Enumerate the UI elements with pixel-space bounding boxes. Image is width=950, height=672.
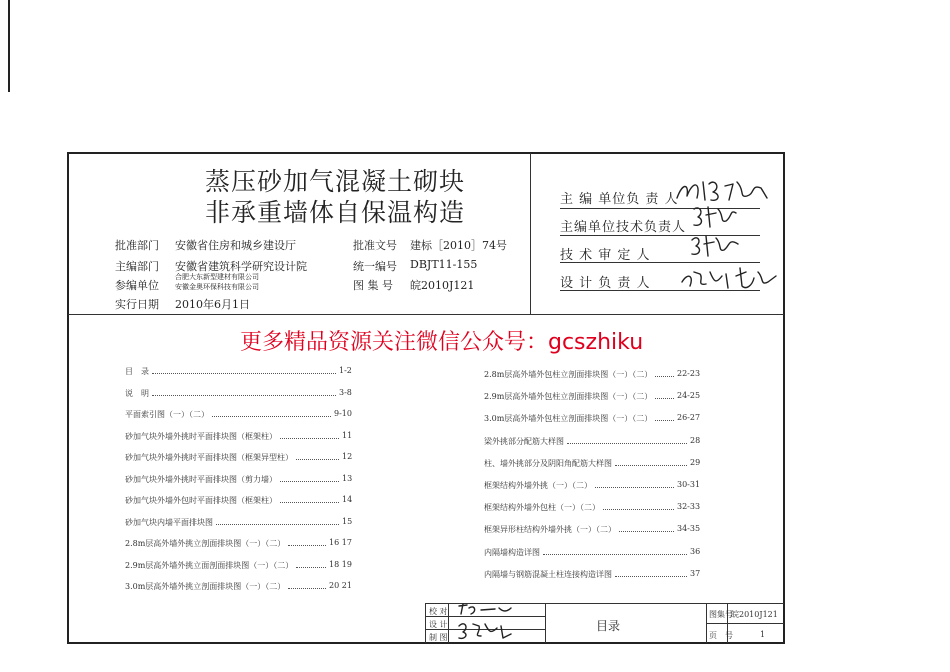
toc-leader-dots (280, 502, 339, 503)
chief-editor-unit-head: 主 编 单位负 责 人 (560, 192, 679, 207)
drawing-title: 目录 (596, 619, 621, 633)
toc-leader-dots (288, 588, 326, 589)
toc-entry-pages: 12 (342, 452, 353, 461)
page-label: 页 号 (709, 631, 733, 640)
design-head: 设 计 负 责 人 (560, 276, 651, 291)
toc-entry-pages: 20 21 (329, 581, 352, 590)
toc-entry-pages: 13 (342, 473, 353, 483)
toc-entry-pages: 28 (690, 435, 701, 445)
chief-tech-head: 主编单位技术负责人 (560, 220, 687, 235)
toc-entry-title: 3.0m层高外墙外包柱立剖面排块图（一）（二） (484, 414, 653, 424)
toc-leader-dots (280, 438, 339, 439)
toc-entry-title: 2.8m层高外墙外挑立剖面排块图（一）（二） (125, 539, 286, 548)
toc-entry-title: 说 明 (125, 388, 149, 398)
signature-check (455, 602, 515, 616)
toc-entry-title: 内隔墙构造详图 (484, 547, 540, 557)
toc-leader-dots (619, 531, 674, 532)
participant-1: 合肥大东新型建材有限公司 (175, 273, 259, 281)
toc-leader-dots (212, 416, 331, 417)
signature-unit-head (675, 176, 770, 206)
toc-leader-dots (603, 509, 674, 510)
title-block-label-divider (448, 603, 449, 643)
toc-entry-title: 2.9m层高外墙外包柱立剖面排块图（一）（二） (484, 392, 653, 402)
toc-entry-pages: 24-25 (677, 391, 701, 401)
toc-entry-pages: 30-31 (677, 480, 701, 489)
title-block-title-divider-left (545, 603, 546, 643)
toc-entry-pages: 22-23 (677, 369, 701, 378)
promo-banner: 更多精品资源关注微信公众号：gcszhiku (240, 330, 644, 355)
toc-entry-title: 框架结构外墙外挑（一）（二） (484, 481, 592, 490)
signature-reviewer (688, 232, 743, 260)
toc-leader-dots (216, 524, 339, 525)
toc-entry-title: 砂加气块内墙平面排块图 (125, 517, 213, 527)
toc-entry-pages: 15 (342, 516, 353, 526)
toc-entry-title: 平面索引图（一）（二） (125, 410, 209, 419)
check-label: 校 对 (429, 607, 448, 616)
effective-date: 2010年6月1日 (175, 298, 250, 311)
effective-date-label: 实行日期 (115, 298, 159, 311)
toc-leader-dots (655, 420, 674, 421)
toc-leader-dots (543, 554, 687, 555)
toc-leader-dots (296, 567, 326, 568)
tech-reviewer: 技 术 审 定 人 (560, 248, 651, 263)
toc-entry-title: 2.9m层高外墙外挑立面剖面排块图（一）（二） (125, 560, 294, 570)
participants-label: 参编单位 (115, 279, 159, 292)
atlas-no-label: 图 集 号 (353, 279, 393, 292)
approval-doc-label: 批准文号 (353, 239, 397, 252)
toc-leader-dots (280, 481, 339, 482)
draw-label: 制 图 (429, 633, 448, 642)
header-divider (530, 153, 531, 314)
toc-entry-pages: 11 (342, 430, 353, 440)
approval-dept-label: 批准部门 (115, 239, 159, 252)
signature-tech-head (690, 203, 740, 231)
toc-entry-pages: 16 17 (329, 538, 352, 547)
toc-entry-title: 3.0m层高外墙外挑立剖面排块图（一）（二） (125, 582, 286, 591)
atlas-no: 皖2010J121 (410, 279, 475, 292)
toc-leader-dots (615, 576, 687, 577)
toc-entry-title: 框架结构外墙外包柱（一）（二） (484, 503, 600, 513)
toc-leader-dots (152, 373, 336, 374)
toc-entry-title: 目 录 (125, 367, 149, 376)
toc-leader-dots (152, 395, 336, 396)
toc-leader-dots (655, 398, 674, 399)
toc-leader-dots (288, 545, 326, 546)
toc-entry-pages: 14 (342, 495, 353, 504)
toc-entry-pages: 9-10 (334, 409, 352, 418)
toc-entry-title: 梁外挑部分配筋大样图 (484, 436, 564, 446)
toc-entry-pages: 3-8 (339, 387, 352, 397)
editor-unit: 安徽省建筑科学研究设计院 (175, 260, 307, 273)
toc-leader-dots (615, 465, 687, 466)
toc-entry-title: 砂加气块外墙外包时平面排块图（框架柱） (125, 496, 277, 505)
participant-2: 安徽金奥环保科技有限公司 (175, 283, 259, 291)
toc-entry-pages: 1-2 (339, 366, 352, 375)
signature-design-head (680, 264, 780, 294)
toc-entry-pages: 34-35 (677, 524, 701, 534)
toc-entry-title: 砂加气块外墙外挑时平面排块图（框架异型柱） (125, 453, 293, 462)
header-bottom-rule (68, 314, 784, 315)
toc-entry-pages: 36 (690, 546, 701, 556)
toc-entry-title: 2.8m层高外墙外包柱立剖面排块图（一）（二） (484, 370, 653, 379)
toc-entry-pages: 37 (690, 568, 701, 578)
design-label: 设 计 (429, 620, 448, 629)
document-title-line-1: 蒸压砂加气混凝土砌块 (205, 167, 466, 196)
toc-entry-pages: 18 19 (329, 559, 352, 569)
toc-entry-pages: 26-27 (677, 413, 701, 423)
toc-entry-title: 砂加气块外墙外挑时平面排块图（框架柱） (125, 431, 277, 441)
signature-design (455, 618, 515, 642)
approval-doc: 建标［2010］74号 (410, 239, 507, 252)
approval-dept: 安徽省住房和城乡建设厅 (175, 239, 296, 252)
unified-no-label: 统一编号 (353, 260, 397, 273)
editor-unit-label: 主编部门 (115, 260, 159, 273)
toc-leader-dots (595, 487, 674, 488)
title-block-left-rule (425, 603, 426, 643)
toc-entry-title: 内隔墙与钢筋混凝土柱连接构造详图 (484, 569, 612, 579)
toc-entry-title: 柱、墙外挑部分及阴阳角配筋大样图 (484, 458, 612, 468)
toc-entry-pages: 32-33 (677, 502, 701, 512)
toc-leader-dots (655, 376, 674, 377)
toc-leader-dots (567, 443, 687, 444)
toc-entry-title: 砂加气块外墙外挑时平面排块图（剪力墙） (125, 474, 277, 484)
atlas-no-label-tb: 图集号 (709, 610, 733, 619)
atlas-no-tb: 皖2010J121 (731, 610, 778, 619)
document-title-line-2: 非承重墙体自保温构造 (205, 198, 466, 227)
toc-entry-pages: 29 (690, 457, 701, 467)
title-block-row-rule-3 (706, 623, 784, 624)
unified-no: DBJT11-155 (410, 258, 478, 271)
page-number: 1 (760, 630, 766, 639)
toc-leader-dots (296, 459, 339, 460)
binding-margin-line (8, 0, 10, 92)
toc-entry-title: 框架异形柱结构外墙外挑（一）（二） (484, 525, 616, 535)
